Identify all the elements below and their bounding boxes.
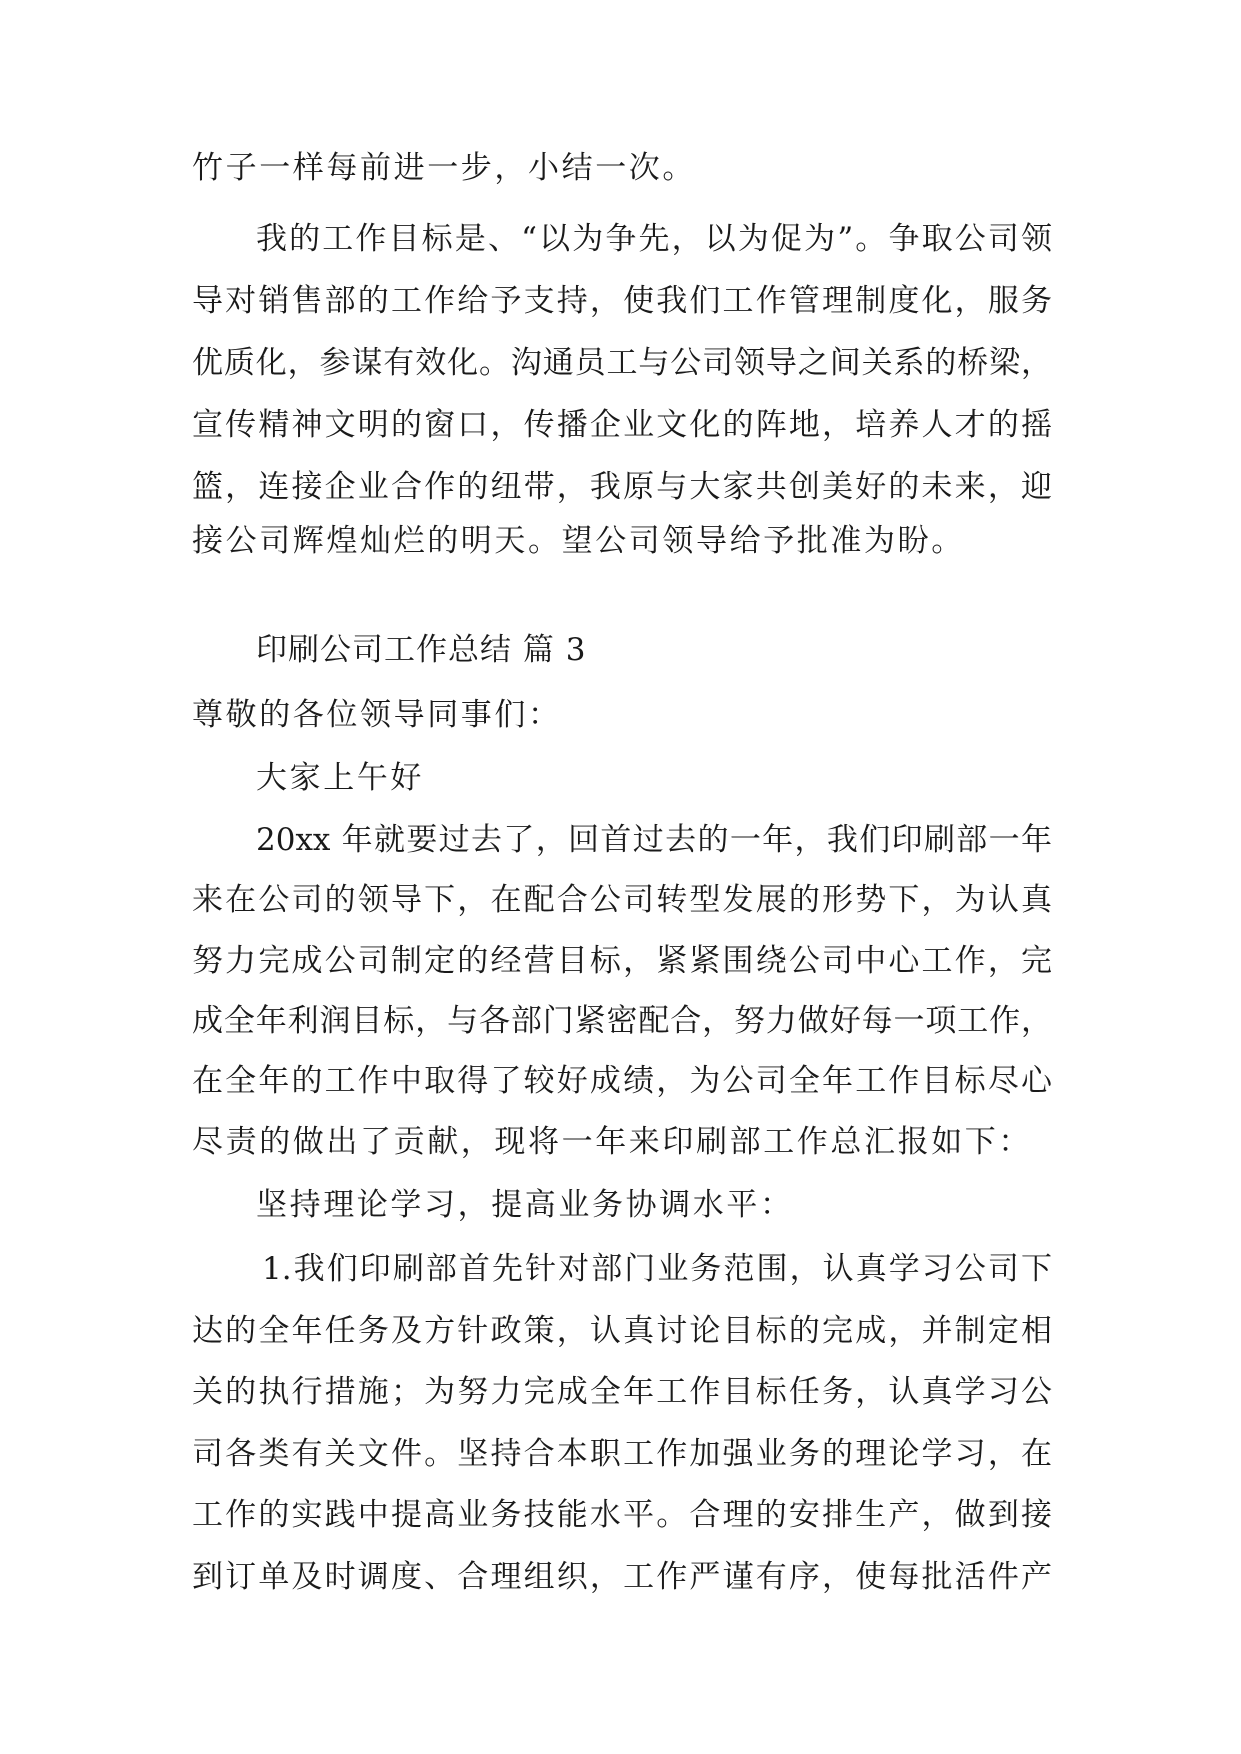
section-heading: 印刷公司工作总结 篇 3 (256, 632, 587, 668)
text-line-12: 来在公司的领导下，在配合公司转型发展的形势下，为认真 (192, 882, 1052, 918)
subheading: 坚持理论学习，提高业务协调水平： (256, 1187, 794, 1223)
text-line-23: 到订单及时调度、合理组织，工作严谨有序，使每批活件产 (192, 1559, 1052, 1595)
text-line-22: 工作的实践中提高业务技能水平。合理的安排生产，做到接 (192, 1497, 1052, 1533)
text-line-7: 接公司辉煌灿烂的明天。望公司领导给予批准为盼。 (192, 523, 965, 559)
text-line-20: 关的执行措施；为努力完成全年工作目标任务，认真学习公 (192, 1374, 1052, 1410)
text-line-13: 努力完成公司制定的经营目标，紧紧围绕公司中心工作，完 (192, 943, 1052, 979)
text-line-19: 达的全年任务及方针政策，认真讨论目标的完成，并制定相 (192, 1313, 1052, 1349)
text-line-1: 竹子一样每前进一步，小结一次。 (192, 150, 696, 186)
text-line-18: 1.我们印刷部首先针对部门业务范围，认真学习公司下 (262, 1251, 1052, 1287)
text-line-3: 导对销售部的工作给予支持，使我们工作管理制度化，服务 (192, 283, 1052, 319)
text-line-15: 在全年的工作中取得了较好成绩，为公司全年工作目标尽心 (192, 1063, 1052, 1099)
text-line-21: 司各类有关文件。坚持合本职工作加强业务的理论学习，在 (192, 1436, 1052, 1472)
text-line-14: 成全年利润目标，与各部门紧密配合，努力做好每一项工作， (192, 1003, 1052, 1039)
greeting: 大家上午好 (256, 760, 424, 796)
text-line-5: 宣传精神文明的窗口，传播企业文化的阵地，培养人才的摇 (192, 407, 1052, 443)
text-line-11: 20xx 年就要过去了，回首过去的一年，我们印刷部一年 (256, 822, 1052, 858)
text-line-6: 篮，连接企业合作的纽带，我原与大家共创美好的未来，迎 (192, 469, 1052, 505)
text-line-2: 我的工作目标是、“以为争先，以为促为”。争取公司领 (256, 221, 1052, 257)
text-line-4: 优质化，参谋有效化。沟通员工与公司领导之间关系的桥梁， (192, 345, 1052, 381)
text-line-16: 尽责的做出了贡献，现将一年来印刷部工作总汇报如下： (192, 1124, 1032, 1160)
salutation: 尊敬的各位领导同事们： (192, 697, 562, 733)
